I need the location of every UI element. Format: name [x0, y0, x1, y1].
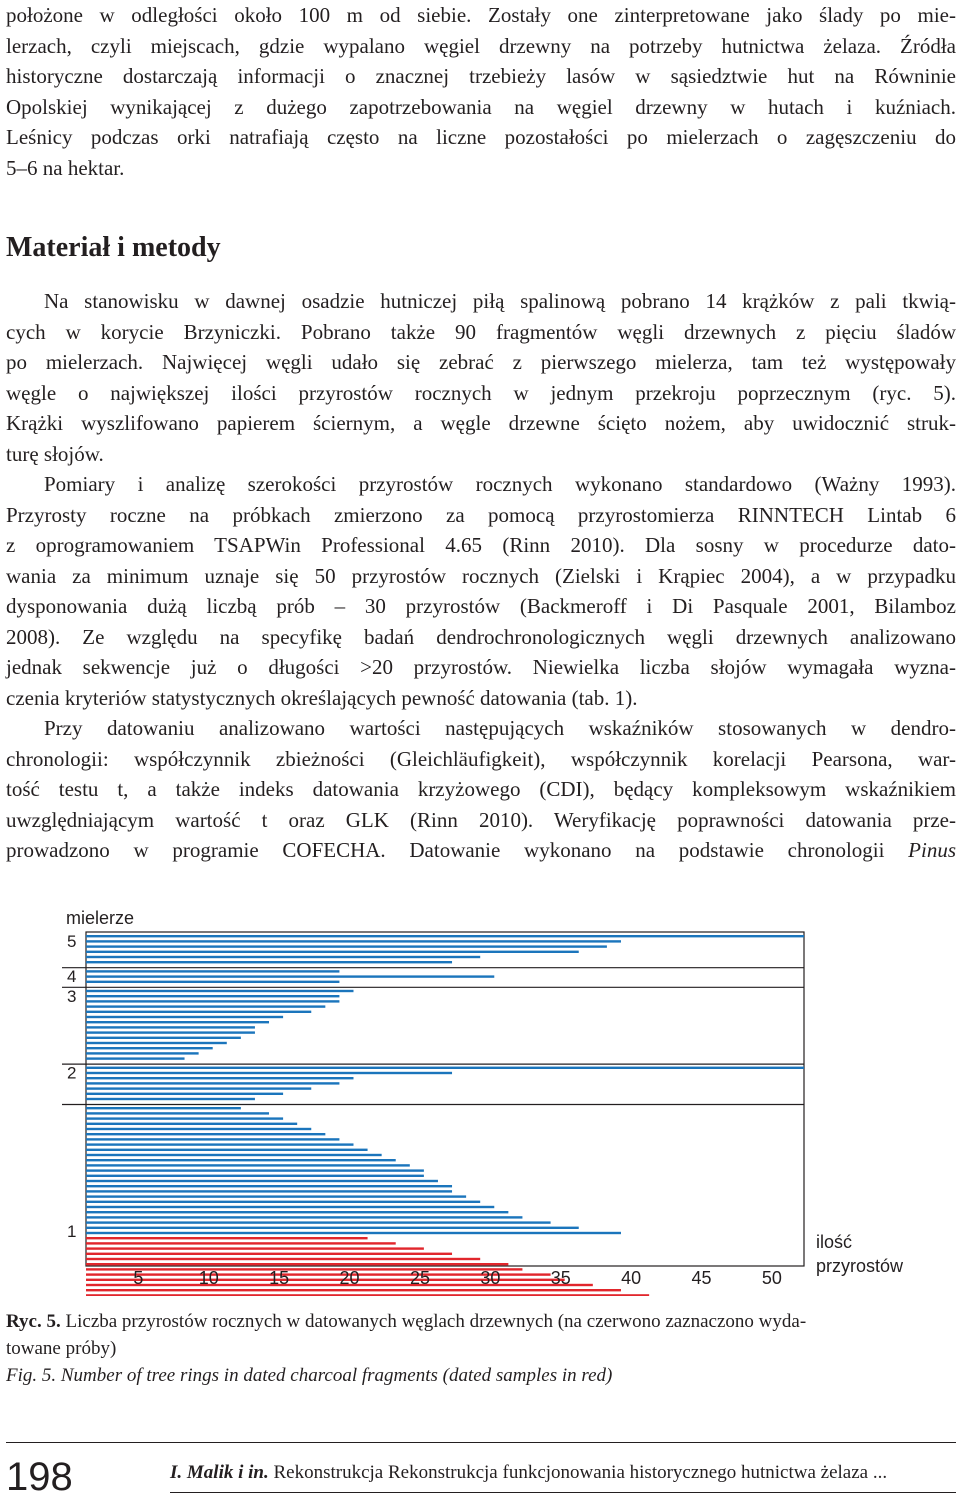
species-name: Pinus	[884, 838, 956, 862]
x-tick-label: 10	[198, 1268, 219, 1288]
text-line: dysponowania dużą liczbą prób – 30 przyrostów (Backmeroff i Di Pasquale 2001, Bilamboz	[6, 594, 956, 618]
undated-bar	[86, 1005, 325, 1007]
x-tick-label: 15	[269, 1268, 290, 1288]
dated-bar	[86, 1258, 480, 1260]
group-label: 2	[67, 1063, 77, 1083]
text-line: cych w korycie Brzyniczki. Pobrano także 90 fragmentów węgli drzewnych z pięciu śladów	[6, 319, 956, 344]
running-footer	[170, 1462, 887, 1484]
text-line: 2008). Ze względu na specyfikę badań dendrochronologicznych węgli drzewnych analizowano	[6, 624, 956, 649]
undated-bar	[86, 1149, 368, 1151]
undated-bar	[86, 1011, 311, 1013]
undated-bar	[86, 1133, 325, 1135]
x-tick-label: 45	[691, 1268, 712, 1288]
figure-caption-pl	[6, 1308, 956, 1362]
undated-bar	[86, 1211, 508, 1213]
undated-bar	[86, 935, 804, 937]
undated-bar	[86, 1098, 255, 1100]
text-line: po mielerzach. Najwięcej węgli udało się zebrać z pierwszego mielerza, tam też występowały	[6, 350, 956, 374]
text-line: czenia kryteriów statystycznych określających pewność datowania (tab. 1).	[6, 685, 638, 710]
chart-title: mielerze	[66, 908, 135, 928]
undated-bar	[86, 981, 339, 983]
undated-bar	[86, 1232, 621, 1234]
undated-bar	[86, 1057, 185, 1059]
undated-bar	[86, 1117, 283, 1119]
figure-caption-en: Fig. 5. Number of tree rings in dated charcoal fragments (dated samples in red)	[6, 1365, 613, 1386]
footer-underline	[170, 1492, 956, 1493]
text-line: z oprogramowaniem TSAPWin Professional 4.65 (Rinn 2010). Dla sosny w procedurze dato-	[6, 533, 956, 557]
dated-bar	[86, 1237, 368, 1239]
undated-bar	[86, 1052, 199, 1054]
undated-bar	[86, 1072, 452, 1074]
undated-bar	[86, 1128, 311, 1130]
undated-bar	[86, 1077, 353, 1079]
dated-bar	[86, 1294, 649, 1296]
undated-bar	[86, 961, 452, 963]
methods-paragraphs	[6, 286, 956, 866]
x-tick-label: 50	[761, 1268, 782, 1288]
undated-bar	[86, 1026, 255, 1028]
undated-bar	[86, 1042, 227, 1044]
text-line: Pomiary i analizę szerokości przyrostów rocznych wykonano standardowo (Ważny 1993).	[44, 472, 956, 496]
dated-bar	[86, 1263, 508, 1265]
undated-bar	[86, 940, 621, 942]
x-tick-label: 20	[339, 1268, 360, 1288]
undated-bar	[86, 1190, 452, 1192]
text-line: lerzach, czyli miejscach, gdzie wypalano węgiel drzewny na potrzeby hutnictwa żelaza. Źródła	[6, 33, 956, 58]
group-label: 1	[67, 1222, 77, 1241]
x-axis-label: ilość	[816, 1232, 853, 1252]
undated-bar	[86, 945, 607, 947]
footer-divider	[6, 1442, 956, 1443]
undated-bar	[86, 1138, 339, 1140]
undated-bar	[86, 975, 494, 977]
undated-bar	[86, 1000, 339, 1002]
undated-bar	[86, 1154, 382, 1156]
x-tick-label: 30	[480, 1268, 501, 1288]
caption-text: Liczba przyrostów rocznych w datowanych węglach drzewnych (na czerwono zaznaczono wyda-	[60, 1311, 807, 1332]
undated-bar	[86, 1185, 452, 1187]
text-line: jednak sekwencje już o długości >20 przyrostów. Niewielka liczba słojów wymagała wyzna-	[6, 655, 956, 679]
text-line: turę słojów.	[6, 441, 104, 466]
undated-bar	[86, 1221, 551, 1223]
text-line: historyczne dostarczają informacji o znacznej trzebieży lasów w sąsiedztwie hut na Równinie	[6, 64, 956, 88]
x-tick-label: 5	[133, 1268, 144, 1288]
undated-bar	[86, 1087, 311, 1089]
x-tick-label: 25	[409, 1268, 430, 1288]
x-axis-label: przyrostów	[816, 1256, 904, 1276]
text-line: węgle o największej ilości przyrostów rocznych w jednym przekroju poprzecznym (ryc. 5).	[6, 380, 956, 405]
undated-bar	[86, 1037, 241, 1039]
group-label: 3	[67, 986, 77, 1006]
undated-bar	[86, 1175, 424, 1177]
undated-bar	[86, 995, 339, 997]
undated-bar	[86, 1227, 579, 1229]
dated-bar	[86, 1289, 621, 1291]
dated-bar	[86, 1247, 424, 1249]
text-line: wania za minimum uznaje się 50 przyrostów rocznych (Zielski i Krąpiec 2004), a w przypadku	[6, 563, 956, 588]
group-label: 5	[67, 932, 77, 951]
text-line: Leśnicy podczas orki natrafiają często na liczne pozostałości po mielerzach o zagęszczeniu do	[6, 125, 956, 149]
undated-bar	[86, 1047, 213, 1049]
intro-paragraph	[6, 0, 956, 183]
undated-bar	[86, 1206, 494, 1208]
undated-bar	[86, 1164, 410, 1166]
undated-bar	[86, 1201, 480, 1203]
x-tick-label: 35	[550, 1268, 571, 1288]
undated-bar	[86, 951, 579, 953]
dated-bar	[86, 1268, 522, 1270]
tree-ring-chart	[0, 896, 960, 1296]
text-line: prowadzono w programie COFECHA. Datowanie wykonano na podstawie chronologii Pinus	[6, 838, 956, 862]
undated-bar	[86, 1216, 522, 1218]
caption-text-cont: towane próby)	[6, 1338, 117, 1359]
undated-bar	[86, 1169, 424, 1171]
undated-bar	[86, 1195, 466, 1197]
undated-bar	[86, 1123, 297, 1125]
undated-bar	[86, 1031, 255, 1033]
text-line: 5–6 na hektar.	[6, 155, 125, 180]
undated-bar	[86, 990, 353, 992]
undated-bar	[86, 1180, 438, 1182]
x-tick-label: 40	[621, 1268, 642, 1288]
text-line: chronologii: współczynnik zbieżności (Gleichläufigkeit), współczynnik korelacji Pearsona, war-	[6, 746, 956, 771]
text-line: tość testu t, a także indeks datowania krzyżowego (CDI), będący kompleksowym wskaźnikiem	[6, 777, 956, 801]
text-line: Krążki wyszlifowano papierem ściernym, a węgle drzewne ścięto nożem, aby uwidocznić struk-	[6, 411, 956, 435]
dated-bar	[86, 1242, 396, 1244]
undated-bar	[86, 1112, 269, 1114]
undated-bar	[86, 1067, 804, 1069]
page-number: 198	[6, 1455, 73, 1499]
dated-bar	[86, 1253, 452, 1255]
text-line: Opolskiej wynikającej z dużego zapotrzebowania na węgiel drzewny w hutach i kuźniach.	[6, 94, 956, 119]
footer-authors: I. Malik i in.	[170, 1462, 269, 1483]
text-line: uwzględniającym wartość t oraz GLK (Rinn 2010). Weryfikację poprawności datowania prze-	[6, 807, 956, 832]
undated-bar	[86, 956, 480, 958]
undated-bar	[86, 1093, 283, 1095]
text-line: Na stanowisku w dawnej osadzie hutniczej piłą spalinową pobrano 14 krążków z pali tkwią-	[44, 289, 956, 313]
undated-bar	[86, 1016, 283, 1018]
caption-label: Ryc. 5.	[6, 1311, 61, 1332]
undated-bar	[86, 1021, 269, 1023]
group-label: 4	[67, 967, 77, 987]
undated-bar	[86, 970, 339, 972]
text-line: Przyrosty roczne na próbkach zmierzono za pomocą przyrostomierza RINNTECH Lintab 6	[6, 502, 956, 527]
text-line: Przy datowaniu analizowano wartości następujących wskaźników stosowanych w dendro-	[44, 716, 956, 740]
undated-bar	[86, 1107, 241, 1109]
text-line: położone w odległości około 100 m od siebie. Zostały one zinterpretowane jako ślady po mie-	[6, 3, 956, 27]
undated-bar	[86, 1082, 339, 1084]
footer-title: Rekonstrukcja Rekonstrukcja funkcjonowania historycznego hutnictwa żelaza ...	[268, 1462, 888, 1483]
undated-bar	[86, 1159, 396, 1161]
undated-bar	[86, 1143, 353, 1145]
section-heading: Materiał i metody	[6, 232, 221, 263]
